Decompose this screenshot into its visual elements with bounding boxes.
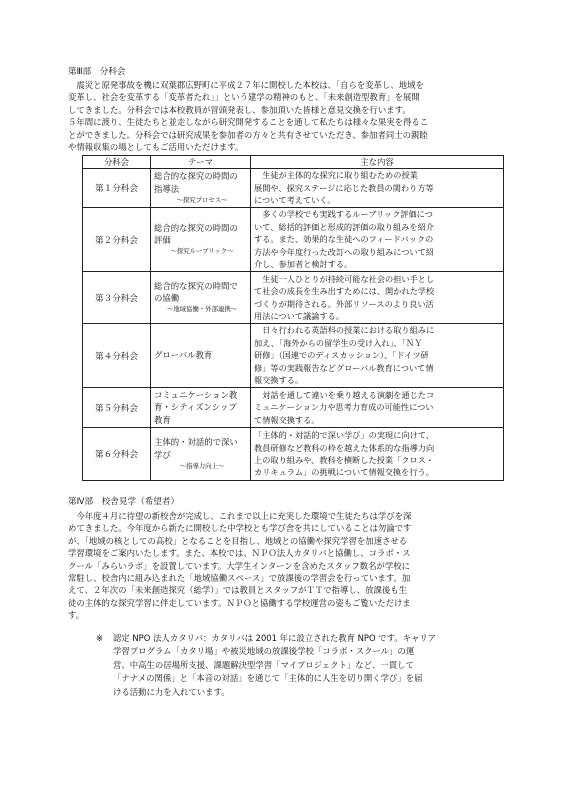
row-name: 第４分科会: [83, 324, 151, 388]
intro-line: ５年間に渡り、生徒たちと並走しながら研究開発することを通して私たちは様々な果実を得るこ: [68, 117, 429, 128]
body-line: 徒の主体的な探究学習に伴走しています。ＮＰＯと協働する学校運営の姿もご覧いただけま: [68, 597, 411, 608]
row-content: [251, 324, 504, 388]
section4-heading: 第Ⅳ部 校舎見学（希望者）: [68, 497, 180, 507]
table-row: [83, 324, 504, 388]
theme-subtitle: ～探究プロセス～: [176, 195, 228, 204]
table-row: [83, 272, 504, 324]
row-theme: [151, 169, 251, 208]
content-line: 多くの学校でも実践するルーブリック評価につ: [254, 209, 433, 220]
content-line: 介し、参加者と検討する。: [254, 259, 353, 270]
section3-heading: 第Ⅲ部 分科会: [68, 67, 126, 77]
body-line: 今年度４月に待望の新校舎が完成し、これまで以上に充実した環境で生徒たちは学びを深: [68, 511, 412, 521]
row-content: [251, 169, 504, 208]
footnote-body: [113, 632, 509, 699]
body-line: す。: [68, 610, 85, 621]
theme-line: 総合的な探究の時間の: [154, 171, 238, 182]
header-bunkakai: 分科会: [83, 156, 151, 169]
content-line: 修」等の実践報告などグローバル教育について情: [254, 362, 434, 373]
intro-line: 震災と原発事故を機に双葉郡広野町に平成２７年に開校した本校は、「自らを変革し、地域を: [68, 80, 424, 90]
theme-line: コミュニケーション教: [154, 389, 238, 400]
row-name: 第２分科会: [83, 208, 151, 272]
theme-line: グローバル教育: [154, 350, 213, 361]
intro-line: や情報収集の場としてもご活用いただけます。: [68, 142, 244, 153]
footnote-line: 認定 NPO 法人カタリバ：カタリバは 2001 年に設立された教育 NPO です。キャリア: [113, 633, 437, 643]
content-line: 日々行われる英語科の授業における取り組みに: [254, 325, 435, 336]
section4-body: [68, 510, 500, 622]
body-line: 常駐し、校舎内に組み込まれた「地域協働スペース」で放課後の学習会を行っています。加: [68, 573, 411, 584]
content-line: 「主体的・対話的で深い学び」の実現に向けて、: [254, 430, 434, 441]
body-line: 学習環境をご案内いたします。また、本校では、ＮＰＯ法人カタリバと協働し、コラボ・ス: [68, 548, 411, 559]
note-mark: ※: [96, 633, 104, 643]
theme-line: 指導法: [154, 183, 180, 194]
row-name: 第１分科会: [83, 169, 151, 208]
row-name: 第３分科会: [83, 272, 151, 324]
row-theme: [151, 208, 251, 272]
body-line: えて、２年次の「未来創造探究（総学）」では教員とスタッフがＴＴで指導し、放課後も生: [68, 585, 408, 596]
header-content: 主な内容: [251, 156, 504, 169]
row-name: 第５分科会: [83, 388, 151, 428]
content-line: 上の取り組みや、教科を横断した授業「クロス・: [254, 455, 434, 465]
row-theme: [151, 428, 251, 481]
row-name: 第６分科会: [83, 428, 151, 481]
content-line: 教員研修など教科の枠を越えた体系的な指導力向: [254, 442, 435, 453]
content-line: カリキュラム」の挑戦について情報交換を行う。: [254, 467, 434, 478]
theme-line: 総合的な探究の時間の: [154, 222, 238, 233]
theme-line: 評価: [154, 235, 171, 245]
content-line: て情報交換する。: [254, 414, 320, 425]
footnote-line: ける活動に力を入れています。: [113, 686, 230, 697]
content-line: 生徒一人ひとりが持続可能な社会の担い手とし: [254, 273, 435, 284]
row-content: [251, 428, 504, 481]
theme-line: 学び: [154, 449, 171, 460]
table-row: [83, 208, 504, 272]
content-line: づくりが期待される。外部リソースのより良い活: [254, 298, 434, 309]
table-row: [83, 169, 504, 208]
intro-line: してきました。分科会では本校教員が冒頭発表し、参加頂いた皆様と意見交換を行います。: [68, 104, 411, 115]
body-line: クール「みらいラボ」を設置しています。大学生インターンを含めたスタッフ数名が学校に: [68, 560, 411, 571]
row-content: [251, 388, 504, 428]
theme-line: の協働: [154, 293, 180, 303]
content-line: ミュニケーション力や思考力育成の可能性につい: [254, 402, 434, 413]
footnote-line: 学習プログラム「カタリ場」や被災地域の放課後学校「コラボ・スクール」の運: [113, 646, 415, 657]
table-row: [83, 388, 504, 428]
footnote-line: 「ナナメの関係」と「本音の対話」を通じて「主体的に人生を切り開く学び」を届: [113, 673, 423, 684]
theme-subtitle: ～指導力向上～: [179, 461, 225, 470]
theme-line: 主体的・対話的で深い: [154, 437, 238, 448]
footnote-line: 営、中高生の居場所支援、課題解決型学習「マイプロジェクト」など、一貫して: [113, 659, 414, 670]
content-line: 方法や今年度行った改訂への取り組みについて紹: [254, 246, 434, 257]
intro-line: 変革し、社会を変革する「変革者たれ」」という建学の精神のもと、「未来創造型教育」を展開: [68, 92, 420, 103]
theme-line: 育・シティズンシップ: [154, 402, 237, 413]
content-line: 研修」（国連でのディスカッション）、「ドイツ研: [254, 350, 429, 361]
theme-subtitle: ～地域協働・外部連携～: [166, 305, 238, 314]
row-theme: [151, 272, 251, 324]
theme-line: 総合的な探究の時間で: [154, 280, 238, 291]
row-content: [251, 208, 504, 272]
table-header-row: [83, 156, 504, 169]
content-line: 生徒が主体的な探究に取り組むための授業: [254, 170, 418, 181]
intro-line: とができました。分科会では研究成果を参加者の方々と共有させていただき、参加者同士の親睦: [68, 129, 428, 140]
content-line: いて、総括的評価と形成的評価の取り組みを紹介: [254, 221, 434, 232]
table-row: [83, 428, 504, 481]
theme-subtitle: ～探究ルーブリック～: [170, 247, 234, 256]
content-line: 用法について議論する。: [254, 310, 344, 321]
content-line: 報交換する。: [254, 375, 304, 386]
row-theme: [151, 324, 251, 388]
body-line: が、「地域の核としての高校」となることを目指し、地域との協働や探究学習を加速させる: [68, 535, 408, 546]
content-line: 対話を通して違いを乗り越える演劇を通じたコ: [254, 389, 435, 400]
body-line: めてきました。今年度から新たに開校した中学校とも学び舎を共にしていることは勿論です: [68, 523, 412, 534]
header-theme: テーマ: [151, 156, 251, 169]
bunkakai-table: [82, 155, 504, 481]
content-line: する。また、効果的な生徒へのフィードバックの: [254, 234, 434, 245]
theme-line: 教育: [154, 414, 171, 425]
content-line: 展開や、探究ステージに応じた教員の関わり方等: [254, 182, 434, 193]
content-line: について考えていく。: [254, 195, 336, 206]
section3-intro: [68, 79, 500, 153]
row-content: [251, 272, 504, 324]
content-line: て社会の成長を生み出すためには、開かれた学校: [254, 286, 435, 297]
content-line: 加え、「海外からの留学生の受け入れ」、「ＮＹ: [254, 337, 423, 348]
row-theme: [151, 388, 251, 428]
